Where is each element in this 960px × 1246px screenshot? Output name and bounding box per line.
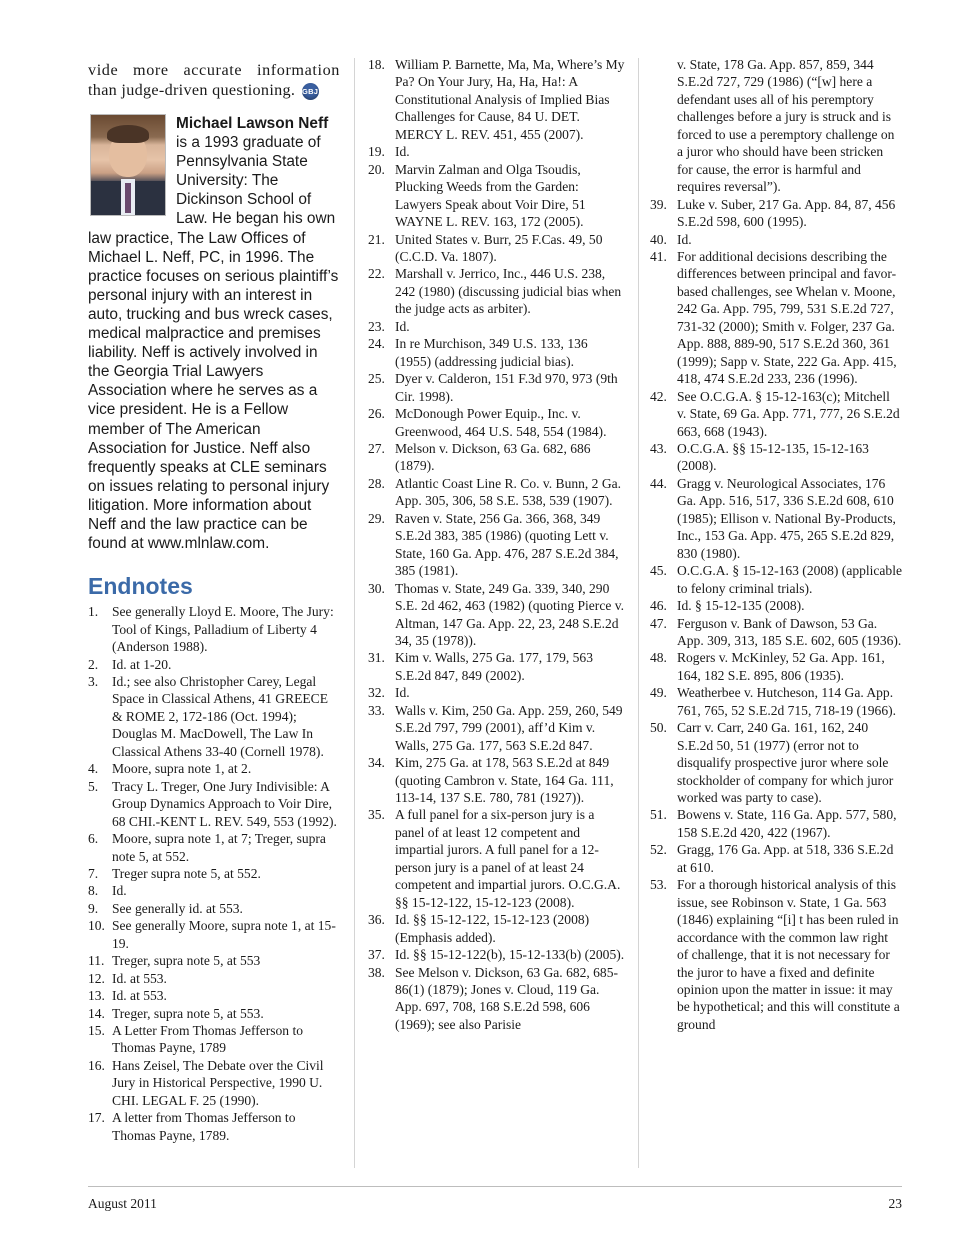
endnote-item <box>650 196 902 231</box>
endnote-number: 42. <box>650 388 667 404</box>
endnote-text: Gragg v. Neurological Associates, 176 Ga. App. 516, 517, 336 S.E.2d 608, 610 (1985); Ellison v. National By-Products, Inc., 153 Ga. App. 475, 265 S.E.2d 829, 830 (1980). <box>677 475 896 561</box>
endnote-item <box>88 1109 340 1144</box>
endnote-number: 6. <box>88 831 99 847</box>
endnote-item <box>650 649 902 684</box>
endnote-number: 50. <box>650 720 667 736</box>
author-photo <box>90 114 166 216</box>
endnote-number: 27. <box>368 440 385 456</box>
column-right <box>650 56 902 1033</box>
endnote-number: 36. <box>368 912 385 928</box>
endnote-item <box>368 475 626 510</box>
endnote-item <box>368 580 626 650</box>
endnote-item <box>650 597 902 614</box>
endnote-item <box>368 405 626 440</box>
endnote-item <box>88 917 340 952</box>
endnote-text: Ferguson v. Bank of Dawson, 53 Ga. App. 309, 313, 185 S.E. 602, 605 (1936). <box>677 615 902 648</box>
endnote-item <box>650 475 902 562</box>
endnote-text: Rogers v. McKinley, 52 Ga. App. 161, 164, 182 S.E. 895, 806 (1935). <box>677 650 885 683</box>
bio-text-rest: law practice, The Law Offices of Michael L. Neff, PC, in 1996. The practice focuses on serious plaintiff’s personal injury with an interest in auto, trucking and bus wreck cases, medical malpractice and premises liability. Neff is actively involved in the Georgia Trial Lawyers Association where he serves as a vice president. He is a Fellow member of The American Association for Justice. Neff also frequently speaks at CLE seminars on issues relating to personal injury litigation. More information about Neff and the law practice can be found at www.mlnlaw.com. <box>88 229 339 553</box>
endnote-text: A letter from Thomas Jefferson to Thomas Payne, 1789. <box>112 1110 296 1143</box>
endnote-text: Weatherbee v. Hutcheson, 114 Ga. App. 761, 765, 52 S.E.2d 715, 718-19 (1966). <box>677 685 896 718</box>
endnote-number: 40. <box>650 231 667 247</box>
endnotes-list-col2 <box>368 56 626 1033</box>
endnote-number: 46. <box>650 598 667 614</box>
endnote-text: For additional decisions describing the differences between principal and favor-based challenges, see Whelan v. Moone, 242 Ga. App. 795, 799, 531 S.E.2d 727, 731-32 (2000); Smith v. Folger, 237 Ga. App. 888, 889-90, 517 S.E.2d 360, 361 (1999); Sapp v. State, 222 Ga. App. 415, 418, 474 S.E.2d 233, 236 (1996). <box>677 248 897 387</box>
endnote-item <box>88 760 340 777</box>
endnote-number: 37. <box>368 947 385 963</box>
endnote-number: 21. <box>368 231 385 247</box>
endnote-item <box>650 388 902 440</box>
intro-line-2-text: than judge-driven questioning. <box>88 81 296 99</box>
endnote-number: 11. <box>88 953 105 969</box>
endnote-text: O.C.G.A. §§ 15-12-135, 15-12-163 (2008). <box>677 440 869 474</box>
endnote-number: 7. <box>88 865 99 881</box>
endnote-item <box>88 778 340 830</box>
endnote-text: O.C.G.A. § 15-12-163 (2008) (applicable to felony criminal trials). <box>677 563 902 596</box>
endnote-item <box>88 970 340 987</box>
endnote-number: 28. <box>368 475 385 491</box>
endnote-number: 15. <box>88 1023 105 1039</box>
bio-text-wrap: is a 1993 graduate of Pennsylvania State University: The Dickinson School of Law. He began his own <box>176 134 336 228</box>
endnote-text: A full panel for a six-person jury is a panel of at least 12 competent and impartial jurors. A full panel for a 12-person jury is a panel of at least 24 competent and impartial jurors. O.C.G.A. §§ 15-12-122, 15-12-123 (2008). <box>395 807 621 910</box>
endnote-number: 33. <box>368 702 385 718</box>
endnotes-list-col1 <box>88 603 340 1144</box>
gbj-end-mark-icon: GBJ <box>302 83 319 100</box>
endnote-number: 23. <box>368 318 385 334</box>
endnote-item <box>368 161 626 231</box>
endnote-text: Thomas v. State, 249 Ga. 339, 340, 290 S.E. 2d 462, 463 (1982) (quoting Pierce v. Altman, 147 Ga. App. 22, 23, 248 S.E.2d 34, 35 (1978)). <box>395 580 625 648</box>
endnote-number: 9. <box>88 900 99 916</box>
endnote-item <box>88 830 340 865</box>
endnote-number: 52. <box>650 842 667 858</box>
endnote-item <box>368 806 626 911</box>
endnote-text: Hans Zeisel, The Debate over the Civil Jury in Historical Perspective, 1990 U. CHI. LEGAL F. 25 (1990). <box>112 1057 324 1108</box>
endnote-text: Marshall v. Jerrico, Inc., 446 U.S. 238, 242 (1980) (discussing judicial bias when the judge acts as arbiter). <box>395 266 622 317</box>
endnote-item <box>88 1022 340 1057</box>
endnote-text: Melson v. Dickson, 63 Ga. 682, 686 (1879). <box>395 440 591 474</box>
endnote-item <box>650 806 902 841</box>
footer-rule <box>88 1186 902 1187</box>
endnote-item <box>368 510 626 580</box>
endnote-item <box>88 673 340 760</box>
endnote-text: United States v. Burr, 25 F.Cas. 49, 50 (C.C.D. Va. 1807). <box>395 231 603 264</box>
endnote-number: 53. <box>650 877 667 893</box>
endnote-text: Treger supra note 5, at 552. <box>112 865 261 881</box>
endnote-number: 10. <box>88 918 105 934</box>
endnote-number: 39. <box>650 196 667 212</box>
endnote-number: 47. <box>650 615 667 631</box>
endnote-item <box>650 684 902 719</box>
endnote-item <box>88 1005 340 1022</box>
endnote-text: See O.C.G.A. § 15-12-163(c); Mitchell v. State, 69 Ga. App. 771, 777, 26 S.E.2d 663, 668 (1943). <box>677 388 900 439</box>
endnote-text: For a thorough historical analysis of this issue, see Robinson v. State, 1 Ga. 563 (1846) explaining “[i] t has been ruled in accordance with the common law right of challenge, that it is not necessary for the juror to have a fixed and definite opinion upon the matter in issue: it may be hypothetical; and this will constitute a ground <box>677 877 900 1032</box>
endnote-text: In re Murchison, 349 U.S. 133, 136 (1955) (addressing judicial bias). <box>395 336 588 369</box>
endnote-item <box>368 754 626 806</box>
column-middle <box>368 56 626 1033</box>
endnote-number: 32. <box>368 685 385 701</box>
endnote-item <box>368 964 626 1034</box>
intro-line-2 <box>88 80 340 100</box>
endnote-number: 2. <box>88 656 99 672</box>
endnote-number: 1. <box>88 604 99 620</box>
endnote-item <box>368 649 626 684</box>
endnote-item <box>88 603 340 655</box>
endnote-number: 13. <box>88 988 105 1004</box>
endnote-text: McDonough Power Equip., Inc. v. Greenwood, 464 U.S. 548, 554 (1984). <box>395 406 607 439</box>
endnote-text: Atlantic Coast Line R. Co. v. Bunn, 2 Ga. App. 305, 306, 58 S.E. 538, 539 (1907). <box>395 475 622 509</box>
author-name: Michael Lawson Neff <box>176 115 329 132</box>
endnote-number: 51. <box>650 807 667 823</box>
endnote-number: 38. <box>368 964 385 980</box>
author-bio <box>88 114 340 553</box>
endnote-number: 19. <box>368 144 385 160</box>
endnote-text: Id. at 1-20. <box>112 656 172 672</box>
endnote-item <box>88 900 340 917</box>
endnote-item <box>368 370 626 405</box>
endnote-number: 26. <box>368 406 385 422</box>
endnote-text: Id. §§ 15-12-122(b), 15-12-133(b) (2005). <box>395 947 625 963</box>
endnote-number: 35. <box>368 807 385 823</box>
endnote-text: Id. at 553. <box>112 970 167 986</box>
endnote-text: Id. <box>112 883 127 899</box>
endnote-text: Treger, supra note 5, at 553 <box>112 953 261 969</box>
endnote-38-continuation: v. State, 178 Ga. App. 857, 859, 344 S.E.2d 727, 729 (1986) (“[w] here a defendant uses all of his peremptory challenges before a jury is struck and is forced to use a peremptory challenge on a juror who should have been stricken for cause, the error is harmful and requires reversal”). <box>677 57 895 195</box>
endnote-text: William P. Barnette, Ma, Ma, Where’s My Pa? On Your Jury, Ha, Ha, Ha!: A Constitutional Analysis of Implied Bias Challenges for Cause, 84 U. DET. MERCY L. REV. 451, 455 (2007). <box>395 57 625 142</box>
endnote-number: 25. <box>368 371 385 387</box>
endnote-item <box>650 248 902 388</box>
endnote-item <box>368 143 626 160</box>
endnote-text: Luke v. Suber, 217 Ga. App. 84, 87, 456 S.E.2d 598, 600 (1995). <box>677 196 896 230</box>
endnote-number: 16. <box>88 1057 105 1073</box>
endnote-item <box>650 719 902 806</box>
endnote-number: 45. <box>650 563 667 579</box>
endnote-item <box>650 231 902 248</box>
endnote-text: Id. §§ 15-12-122, 15-12-123 (2008) (Emphasis added). <box>395 912 590 945</box>
endnotes-list-col3 <box>650 196 902 1034</box>
endnote-text: Moore, supra note 1, at 2. <box>112 761 252 777</box>
endnote-text: Kim v. Walls, 275 Ga. 177, 179, 563 S.E.2d 847, 849 (2002). <box>395 650 593 683</box>
endnotes-heading: Endnotes <box>88 573 193 600</box>
endnote-text: A Letter From Thomas Jefferson to Thomas Payne, 1789 <box>112 1023 304 1056</box>
endnote-number: 5. <box>88 778 99 794</box>
endnote-text: See generally id. at 553. <box>112 900 243 916</box>
endnote-text: Id. <box>395 144 410 160</box>
endnote-item <box>88 952 340 969</box>
endnote-text: Id. <box>677 231 692 247</box>
endnote-item <box>88 865 340 882</box>
endnote-text: See generally Moore, supra note 1, at 15-19. <box>112 918 336 951</box>
endnote-item <box>368 440 626 475</box>
endnote-item <box>368 946 626 963</box>
endnote-item <box>88 1057 340 1109</box>
endnote-number: 34. <box>368 755 385 771</box>
endnote-text: See Melson v. Dickson, 63 Ga. 682, 685-86(1) (1879); Jones v. Cloud, 119 Ga. App. 697, 708, 168 S.E.2d 598, 606 (1969); see also Parisie <box>395 964 618 1032</box>
endnote-number: 43. <box>650 440 667 456</box>
endnote-text: Dyer v. Calderon, 151 F.3d 970, 973 (9th Cir. 1998). <box>395 371 618 404</box>
endnote-number: 41. <box>650 248 667 264</box>
endnote-number: 24. <box>368 336 385 352</box>
endnote-number: 8. <box>88 883 99 899</box>
endnote-item <box>650 615 902 650</box>
endnote-item <box>650 440 902 475</box>
endnote-item <box>368 911 626 946</box>
intro-line-1: vide more accurate information <box>88 61 340 79</box>
endnote-text: See generally Lloyd E. Moore, The Jury: Tool of Kings, Palladium of Liberty 4 (Anderson 1988). <box>112 604 334 655</box>
endnote-item <box>368 231 626 266</box>
endnote-item <box>368 265 626 317</box>
endnote-text: Marvin Zalman and Olga Tsoudis, Plucking Weeds from the Garden: Lawyers Speak about Voir Dire, 51 WAYNE L. REV. 163, 172 (2005). <box>395 161 586 230</box>
endnote-item <box>368 335 626 370</box>
endnote-number: 22. <box>368 266 385 282</box>
endnote-text: Id. <box>395 685 410 701</box>
endnote-item <box>368 56 626 143</box>
endnote-text: Moore, supra note 1, at 7; Treger, supra note 5, at 552. <box>112 831 326 864</box>
endnote-item <box>88 882 340 899</box>
endnote-item <box>88 987 340 1004</box>
endnote-number: 44. <box>650 475 667 491</box>
page-number: 23 <box>888 1196 902 1211</box>
endnote-number: 30. <box>368 580 385 596</box>
endnote-item <box>368 318 626 335</box>
footer-date: August 2011 <box>88 1196 157 1211</box>
endnote-text: Kim, 275 Ga. at 178, 563 S.E.2d at 849 (quoting Cambron v. State, 164 Ga. 111, 113-14, 137 S.E. 780, 781 (1927)). <box>395 755 614 806</box>
endnote-text: Bowens v. State, 116 Ga. App. 577, 580, 158 S.E.2d 420, 422 (1967). <box>677 807 897 840</box>
column-divider <box>354 58 355 1168</box>
endnote-text: Raven v. State, 256 Ga. 366, 368, 349 S.E.2d 383, 385 (1986) (quoting Lett v. State, 160 Ga. App. 476, 287 S.E.2d 384, 385 (1981). <box>395 510 619 579</box>
endnote-number: 14. <box>88 1005 105 1021</box>
endnote-item <box>650 876 902 1033</box>
endnote-number: 17. <box>88 1110 105 1126</box>
endnote-text: Id. <box>395 318 410 334</box>
endnote-text: Walls v. Kim, 250 Ga. App. 259, 260, 549 S.E.2d 797, 799 (2001), aff’d Kim v. Walls, 275 Ga. 177, 563 S.E.2d 847. <box>395 702 623 753</box>
endnote-text: Carr v. Carr, 240 Ga. 161, 162, 240 S.E.2d 50, 51 (1977) (error not to disqualify prospective juror where sole stockholder of company for which juror worked was party to case). <box>677 720 894 806</box>
endnote-text: Gragg, 176 Ga. App. at 518, 336 S.E.2d at 610. <box>677 842 894 875</box>
endnote-text: Treger, supra note 5, at 553. <box>112 1005 264 1021</box>
column-left <box>88 60 340 1144</box>
column-divider <box>638 58 639 1168</box>
endnote-item <box>368 684 626 701</box>
endnote-item <box>368 702 626 754</box>
endnote-number: 48. <box>650 650 667 666</box>
endnote-number: 20. <box>368 161 385 177</box>
endnote-item <box>650 562 902 597</box>
endnote-number: 4. <box>88 761 99 777</box>
endnote-number: 18. <box>368 57 385 72</box>
endnote-text: Id.; see also Christopher Carey, Legal Space in Classical Athens, 41 GREECE & ROME 2, 172-186 (Oct. 1994); Douglas M. MacDowell, The Law In Classical Athens 33-40 (Cornell 1978). <box>112 673 328 759</box>
endnote-number: 12. <box>88 970 105 986</box>
endnote-item <box>650 841 902 876</box>
endnote-text: Tracy L. Treger, One Jury Indivisible: A Group Dynamics Approach to Voir Dire, 68 CHI.-KENT L. REV. 549, 553 (1992). <box>112 778 337 829</box>
endnote-number: 29. <box>368 510 385 526</box>
endnote-text: Id. at 553. <box>112 988 167 1004</box>
endnote-number: 49. <box>650 685 667 701</box>
endnote-number: 31. <box>368 650 385 666</box>
endnote-item <box>88 656 340 673</box>
endnote-text: Id. § 15-12-135 (2008). <box>677 598 805 614</box>
endnote-number: 3. <box>88 673 99 689</box>
